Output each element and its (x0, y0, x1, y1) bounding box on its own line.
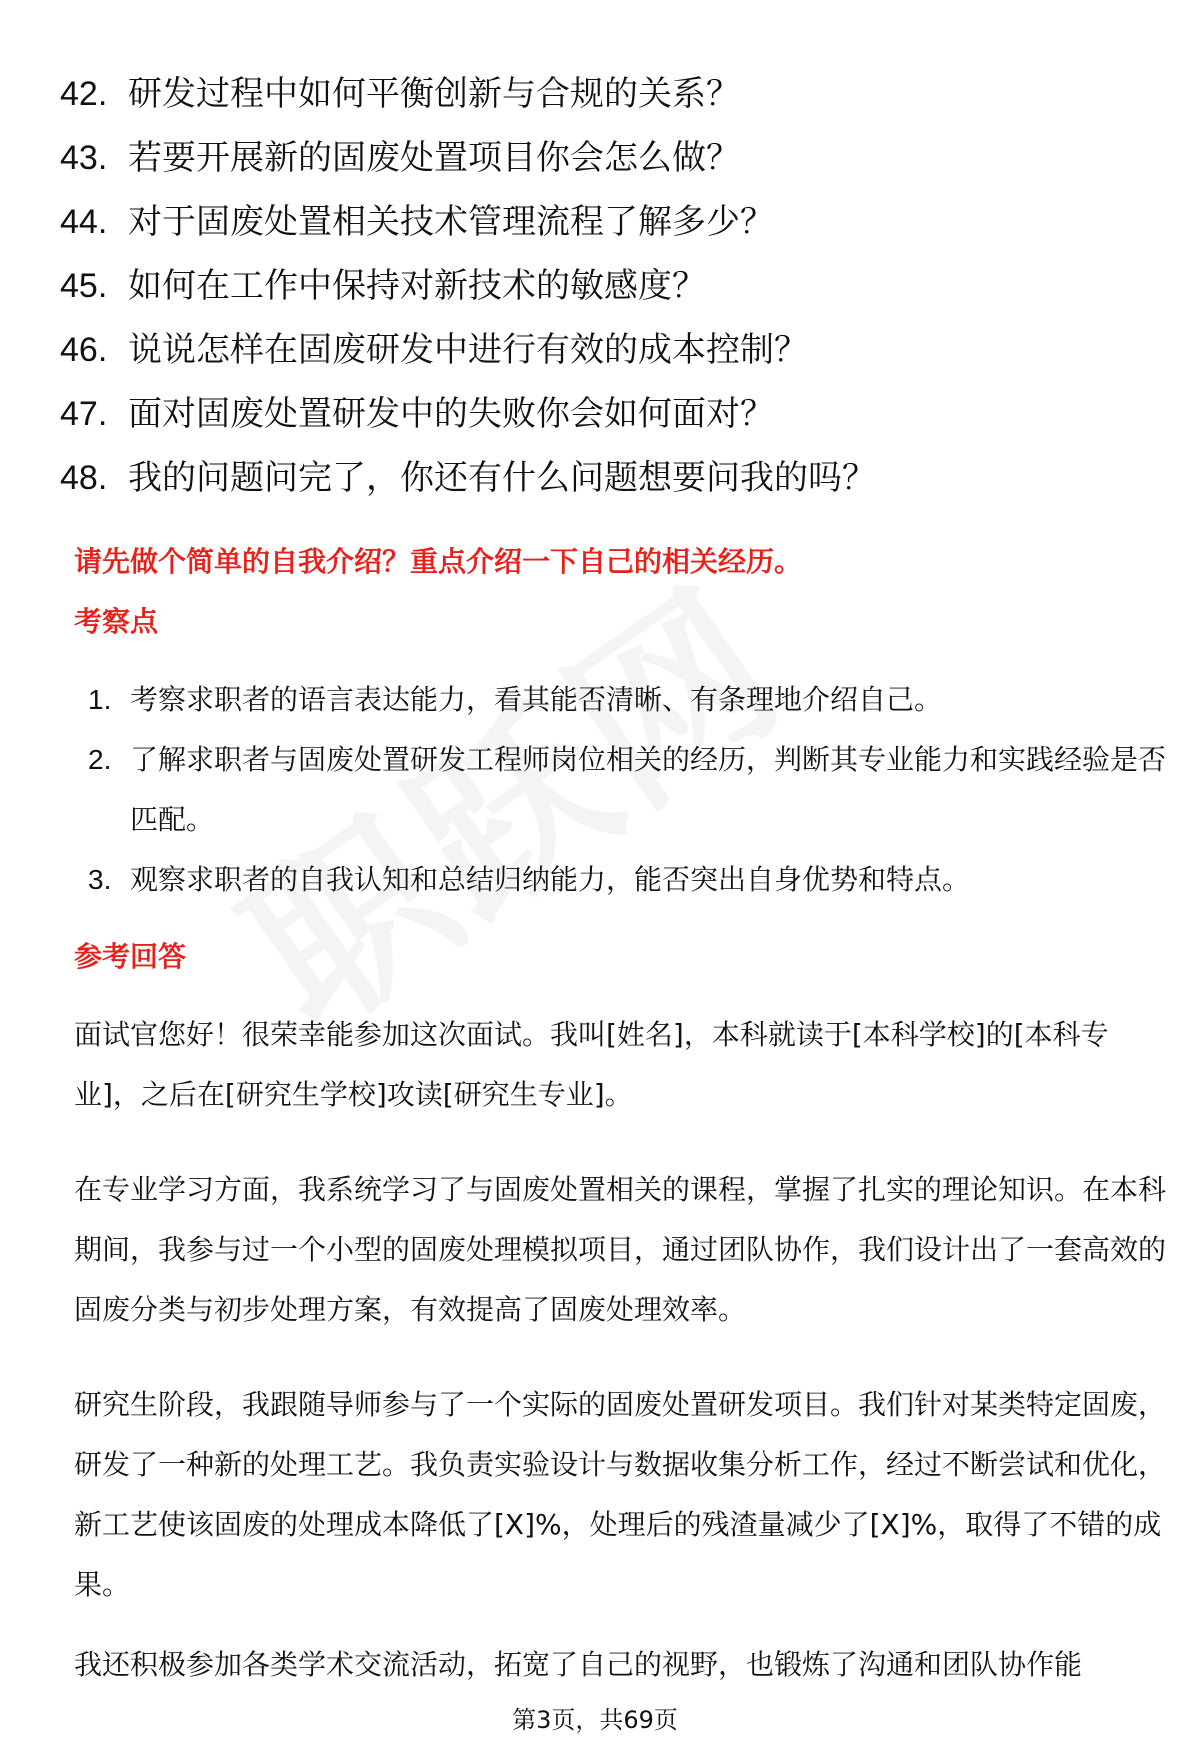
question-text: 面对固废处置研发中的失败你会如何面对？ (128, 394, 774, 434)
question-number: 42. (60, 75, 108, 113)
answer-paragraph: 研究生阶段，我跟随导师参与了一个实际的固废处置研发项目。我们针对某类特定固废，研发了一种新的处理工艺。我负责实验设计与数据收集分析工作，经过不断尝试和优化，新工艺使该固废的处理成本降低了[X]%，处理后的残渣量减少了[X]%，取得了不错的成果。 (74, 1388, 1167, 1601)
question-list (60, 66, 876, 514)
answer-paragraph: 面试官您好！很荣幸能参加这次面试。我叫[姓名]，本科就读于[本科学校]的[本科专业]，之后在[研究生学校]攻读[研究生专业]。 (74, 1018, 1109, 1111)
question-item (60, 130, 876, 194)
question-text: 如何在工作中保持对新技术的敏感度？ (128, 266, 706, 306)
question-item (60, 66, 876, 130)
answer-paragraph: 在专业学习方面，我系统学习了与固废处置相关的课程，掌握了扎实的理论知识。在本科期间，我参与过一个小型的固废处理模拟项目，通过团队协作，我们设计出了一套高效的固废分类与初步处理方案，有效提高了固废处理效率。 (74, 1173, 1167, 1326)
point-text: 了解求职者与固废处置研发工程师岗位相关的经历，判断其专业能力和实践经验是否匹配。 (130, 743, 1167, 836)
question-text: 我的问题问完了，你还有什么问题想要问我的吗？ (128, 458, 876, 498)
question-item (60, 194, 876, 258)
point-item (88, 850, 1168, 910)
question-number: 44. (60, 203, 108, 241)
question-number: 45. (60, 267, 108, 305)
point-number: 3. (88, 864, 112, 895)
points-heading: 考察点 (74, 605, 159, 638)
question-text: 对于固废处置相关技术管理流程了解多少？ (128, 202, 774, 242)
question-number: 48. (60, 459, 108, 497)
question-item (60, 258, 876, 322)
question-title: 请先做个简单的自我介绍？重点介绍一下自己的相关经历。 (74, 545, 803, 578)
page-footer: 第3页，共69页 (512, 1706, 678, 1734)
point-item (88, 730, 1168, 850)
question-item (60, 450, 876, 514)
question-text: 研发过程中如何平衡创新与合规的关系？ (128, 74, 740, 114)
answer-paragraph: 我还积极参加各类学术交流活动，拓宽了自己的视野，也锻炼了沟通和团队协作能 (74, 1648, 1083, 1681)
question-item (60, 386, 876, 450)
question-text: 若要开展新的固废处置项目你会怎么做？ (128, 138, 740, 178)
point-text: 考察求职者的语言表达能力，看其能否清晰、有条理地介绍自己。 (130, 683, 943, 716)
assessment-points (88, 670, 1168, 910)
question-number: 46. (60, 331, 108, 369)
question-number: 43. (60, 139, 108, 177)
question-number: 47. (60, 395, 108, 433)
point-item (88, 670, 1168, 730)
point-number: 2. (88, 744, 112, 775)
question-text: 说说怎样在固废研发中进行有效的成本控制？ (128, 330, 808, 370)
answer-heading: 参考回答 (74, 940, 187, 973)
question-item (60, 322, 876, 386)
point-number: 1. (88, 684, 112, 715)
point-text: 观察求职者的自我认知和总结归纳能力，能否突出自身优势和特点。 (130, 863, 971, 896)
